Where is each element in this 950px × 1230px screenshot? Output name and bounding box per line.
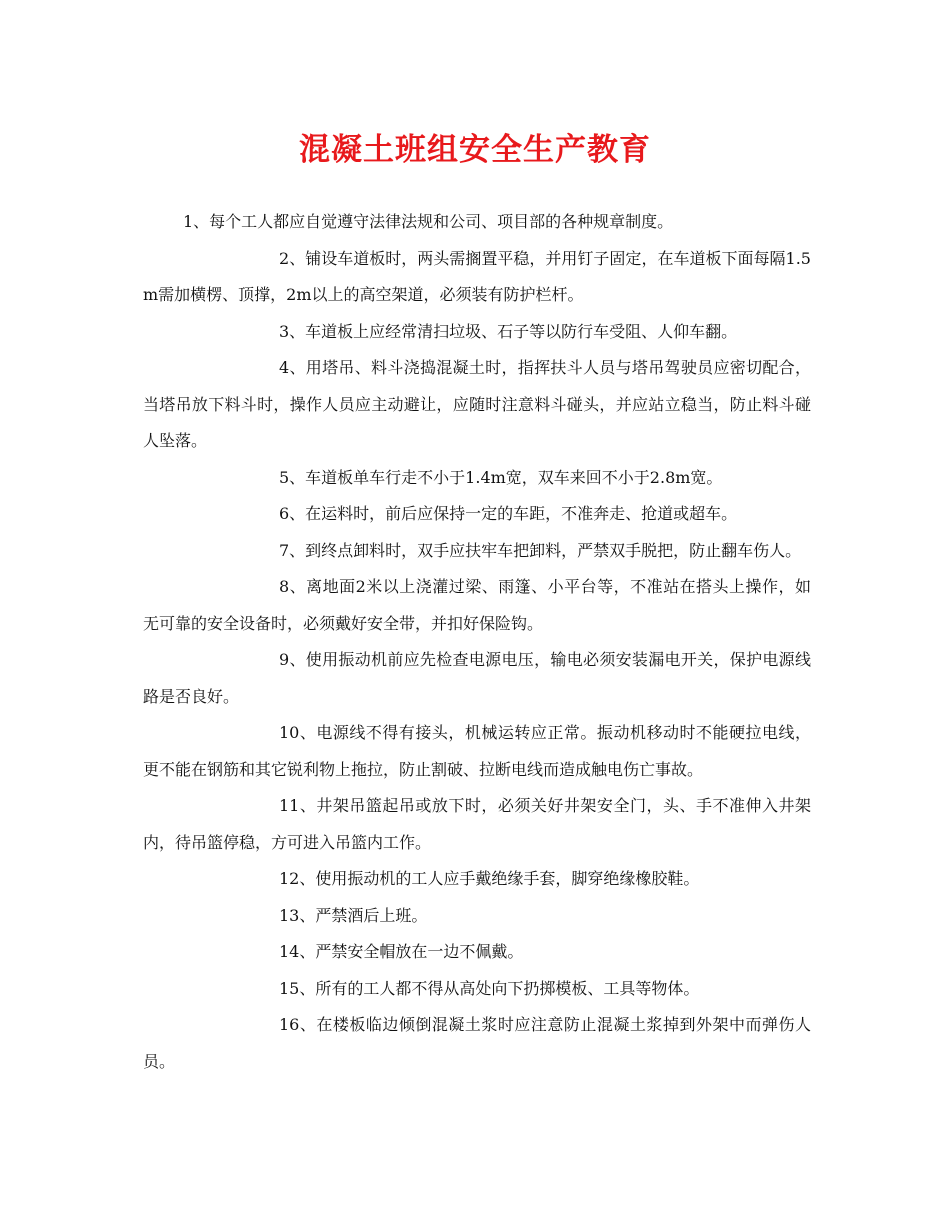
paragraph-rule-6: 6、在运料时，前后应保持一定的车距，不准奔走、抢道或超车。 xyxy=(279,504,738,523)
paragraph-rule-11: 11、井架吊篮起吊或放下时，必须关好井架安全门，头、手不准伸入井架内，待吊篮停稳，方可进入吊篮内工作。 xyxy=(143,796,811,852)
paragraph-rule-8: 8、离地面2米以上浇灌过梁、雨篷、小平台等，不准站在搭头上操作，如无可靠的安全设备时，必须戴好安全带，并扣好保险钩。 xyxy=(143,577,811,633)
paragraph-rule-10: 10、电源线不得有接头，机械运转应正常。振动机移动时不能硬拉电线，更不能在钢筋和其它锐利物上拖拉，防止割破、拉断电线而造成触电伤亡事故。 xyxy=(143,723,811,779)
document-body xyxy=(143,204,811,1080)
paragraph-rule-7: 7、到终点卸料时，双手应扶牢车把卸料，严禁双手脱把，防止翻车伤人。 xyxy=(279,540,802,560)
paragraph-rule-1: 1、每个工人都应自觉遵守法律法规和公司、项目部的各种规章制度。 xyxy=(183,212,674,231)
paragraph-rule-3: 3、车道板上应经常清扫垃圾、石子等以防行车受阻、人仰车翻。 xyxy=(279,321,738,341)
paragraph-rule-2: 2、铺设车道板时，两头需搁置平稳，并用钉子固定，在车道板下面每隔1.5m需加横楞、顶撑，2m以上的高空架道，必须装有防护栏杆。 xyxy=(143,248,811,304)
paragraph-rule-12: 12、使用振动机的工人应手戴绝缘手套，脚穿绝缘橡胶鞋。 xyxy=(279,869,700,888)
paragraph-rule-9: 9、使用振动机前应先检查电源电压，输电必须安装漏电开关，保护电源线路是否良好。 xyxy=(143,650,811,706)
paragraph-rule-13: 13、严禁酒后上班。 xyxy=(279,905,428,925)
paragraph-rule-14: 14、严禁安全帽放在一边不佩戴。 xyxy=(279,942,524,961)
document-title: 混凝土班组安全生产教育 xyxy=(299,132,651,168)
paragraph-rule-15: 15、所有的工人都不得从高处向下扔掷模板、工具等物体。 xyxy=(279,978,700,998)
paragraph-rule-4: 4、用塔吊、料斗浇捣混凝土时，指挥扶斗人员与塔吊驾驶员应密切配合，当塔吊放下料斗时，操作人员应主动避让，应随时注意料斗碰头，并应站立稳当，防止料斗碰人坠落。 xyxy=(143,358,811,450)
paragraph-rule-16: 16、在楼板临边倾倒混凝土浆时应注意防止混凝土浆掉到外架中而弹伤人员。 xyxy=(143,1015,811,1071)
paragraph-rule-5: 5、车道板单车行走不小于1.4m宽，双车来回不小于2.8m宽。 xyxy=(279,467,723,487)
